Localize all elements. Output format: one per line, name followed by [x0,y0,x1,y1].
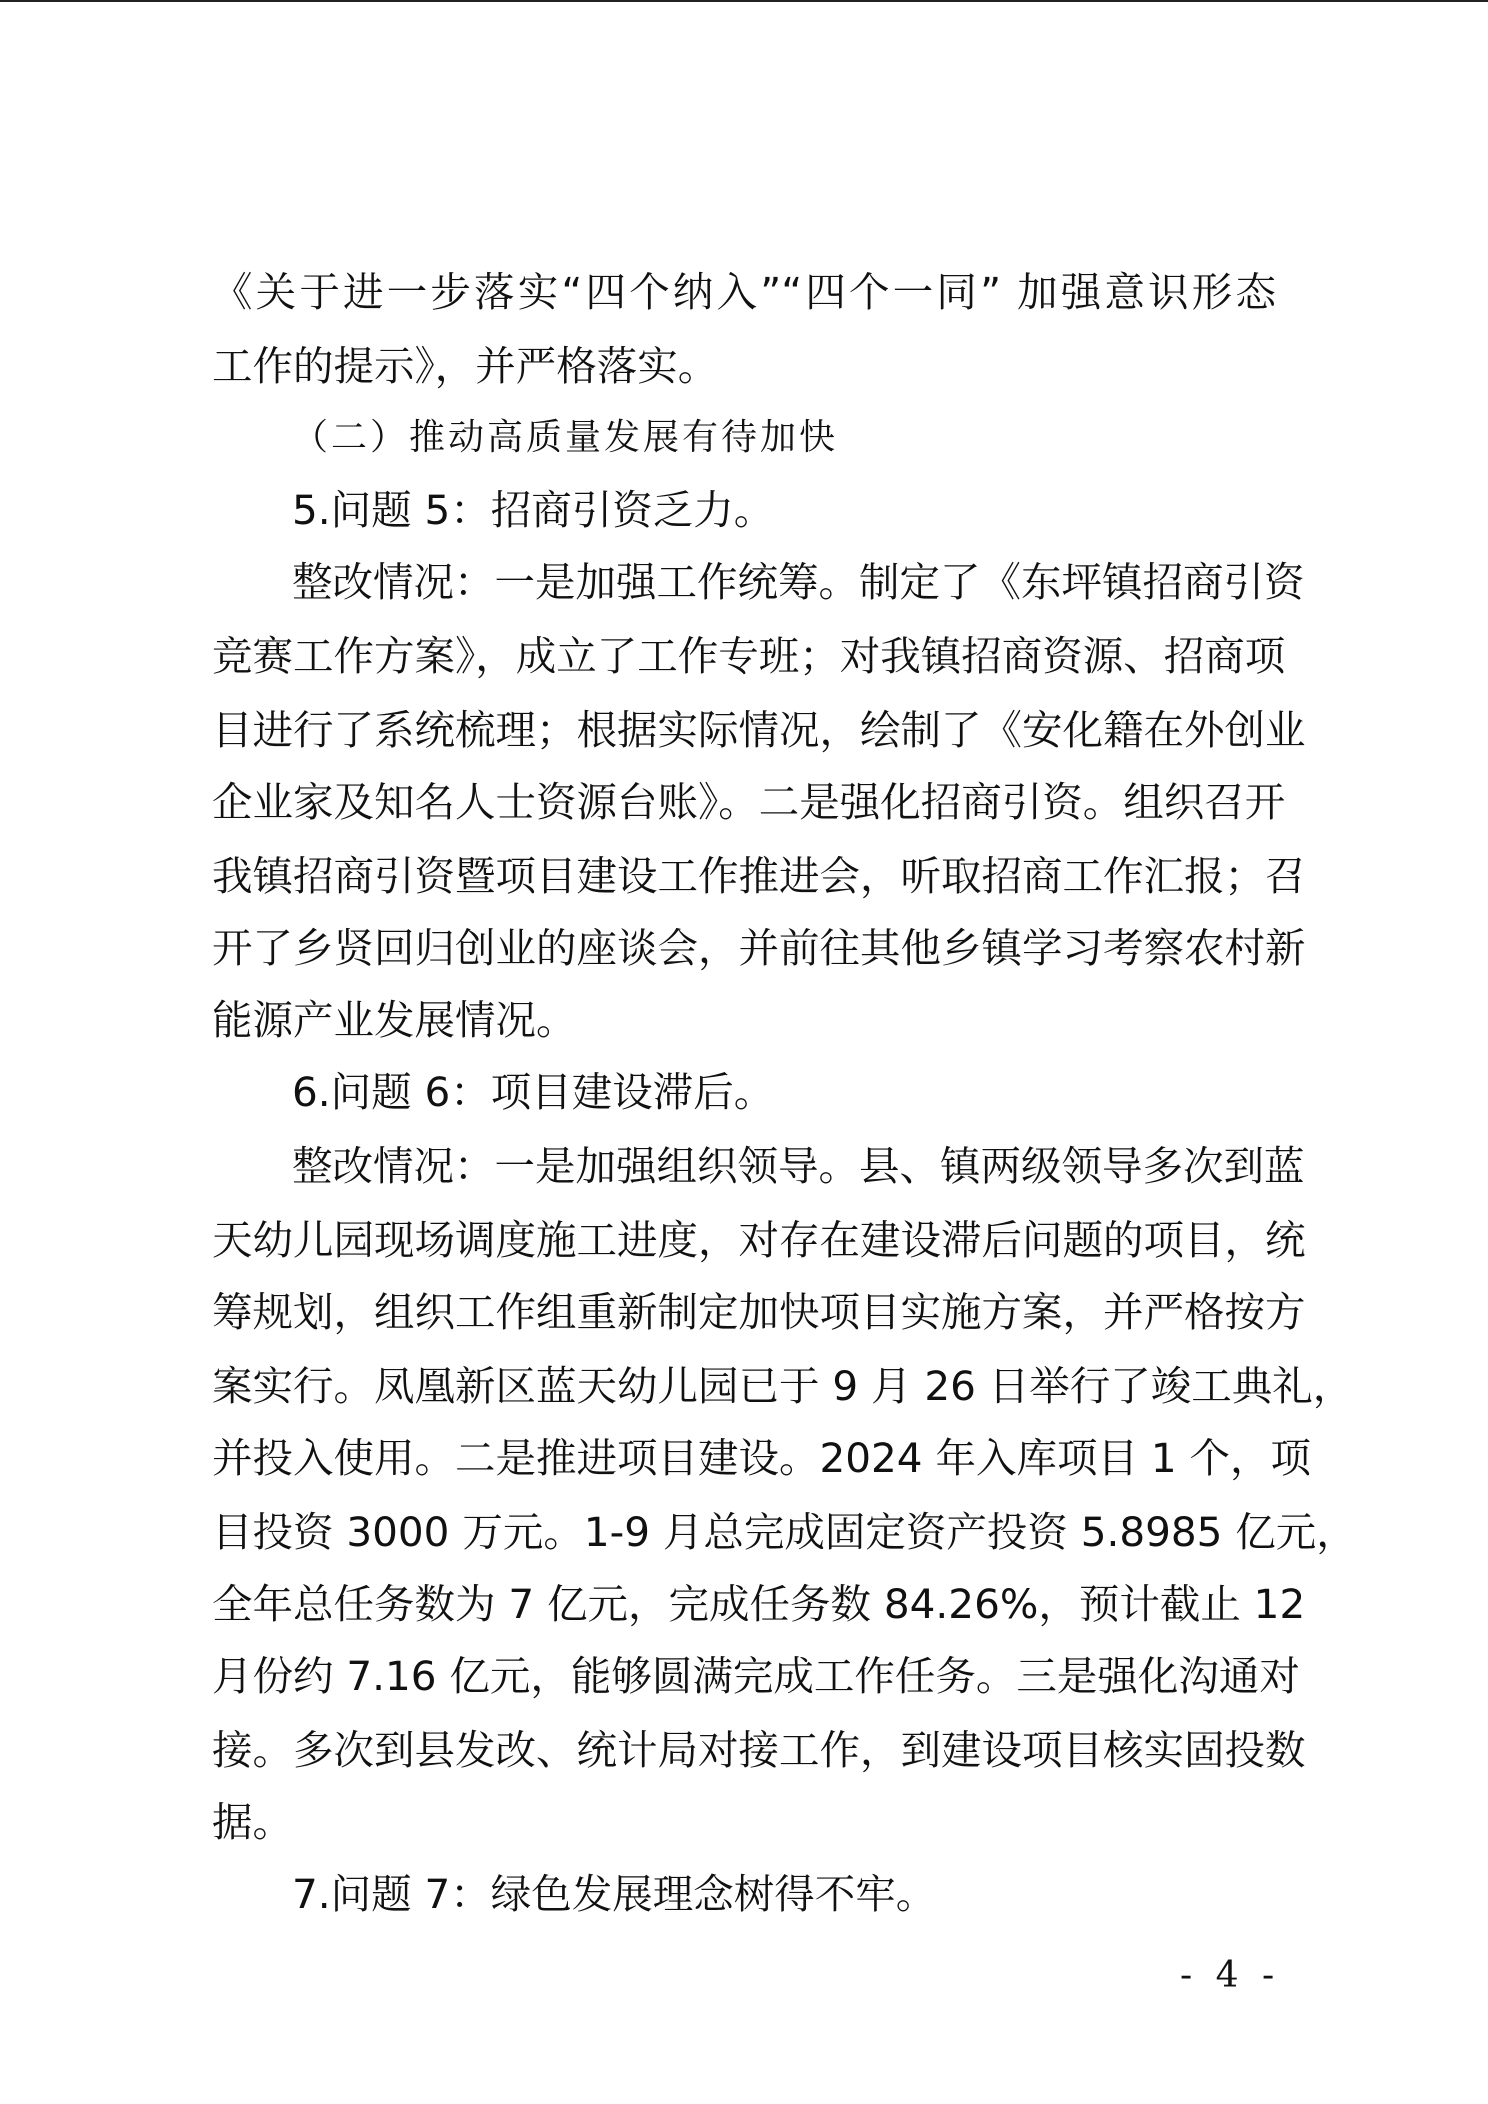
body-text-line: 开了乡贤回归创业的座谈会，并前往其他乡镇学习考察农村新 [212,924,1306,972]
body-text-line: 能源产业发展情况。 [212,996,577,1044]
top-border-line [0,0,1488,2]
body-text-line: 并投入使用。二是推进项目建设。2024 年入库项目 1 个，项 [212,1434,1311,1482]
body-text-line: 接。多次到县发改、统计局对接工作，到建设项目核实固投数 [212,1726,1306,1774]
body-text-line: 筹规划，组织工作组重新制定加快项目实施方案，并严格按方 [212,1288,1306,1336]
body-text-line: 目投资 3000 万元。1-9 月总完成固定资产投资 5.8985 亿元， [212,1508,1357,1556]
body-text-line: 天幼儿园现场调度施工进度，对存在建设滞后问题的项目，统 [212,1216,1306,1264]
page-number: - 4 - [1180,1955,1281,1996]
body-text-line: 全年总任务数为 7 亿元，完成任务数 84.26%，预计截止 12 [212,1580,1306,1628]
problem-heading: 6.问题 6：项目建设滞后。 [292,1068,775,1116]
body-text-line: 我镇招商引资暨项目建设工作推进会，听取招商工作汇报；召 [212,852,1306,900]
body-text-line: 工作的提示》，并严格落实。 [212,342,719,390]
body-text-line: 竞赛工作方案》，成立了工作专班；对我镇招商资源、招商项 [212,632,1286,680]
body-text-line: 《关于进一步落实“四个纳入”“四个一同” 加强意识形态 [212,268,1276,316]
problem-heading: 5.问题 5：招商引资乏力。 [292,486,775,534]
body-text-line: 企业家及知名人士资源台账》。二是强化招商引资。组织召开 [212,778,1286,826]
body-text-line: 整改情况：一是加强组织领导。县、镇两级领导多次到蓝 [292,1142,1305,1190]
body-text-line: 整改情况：一是加强工作统筹。制定了《东坪镇招商引资 [292,558,1305,606]
section-heading: （二）推动高质量发展有待加快 [292,417,839,458]
body-text-line: 案实行。凤凰新区蓝天幼儿园已于 9 月 26 日举行了竣工典礼， [212,1362,1354,1410]
problem-heading: 7.问题 7：绿色发展理念树得不牢。 [292,1870,937,1918]
body-text-line: 据。 [212,1798,293,1846]
body-text-line: 目进行了系统梳理；根据实际情况，绘制了《安化籍在外创业 [212,706,1306,754]
body-text-line: 月份约 7.16 亿元，能够圆满完成工作任务。三是强化沟通对 [212,1652,1300,1700]
